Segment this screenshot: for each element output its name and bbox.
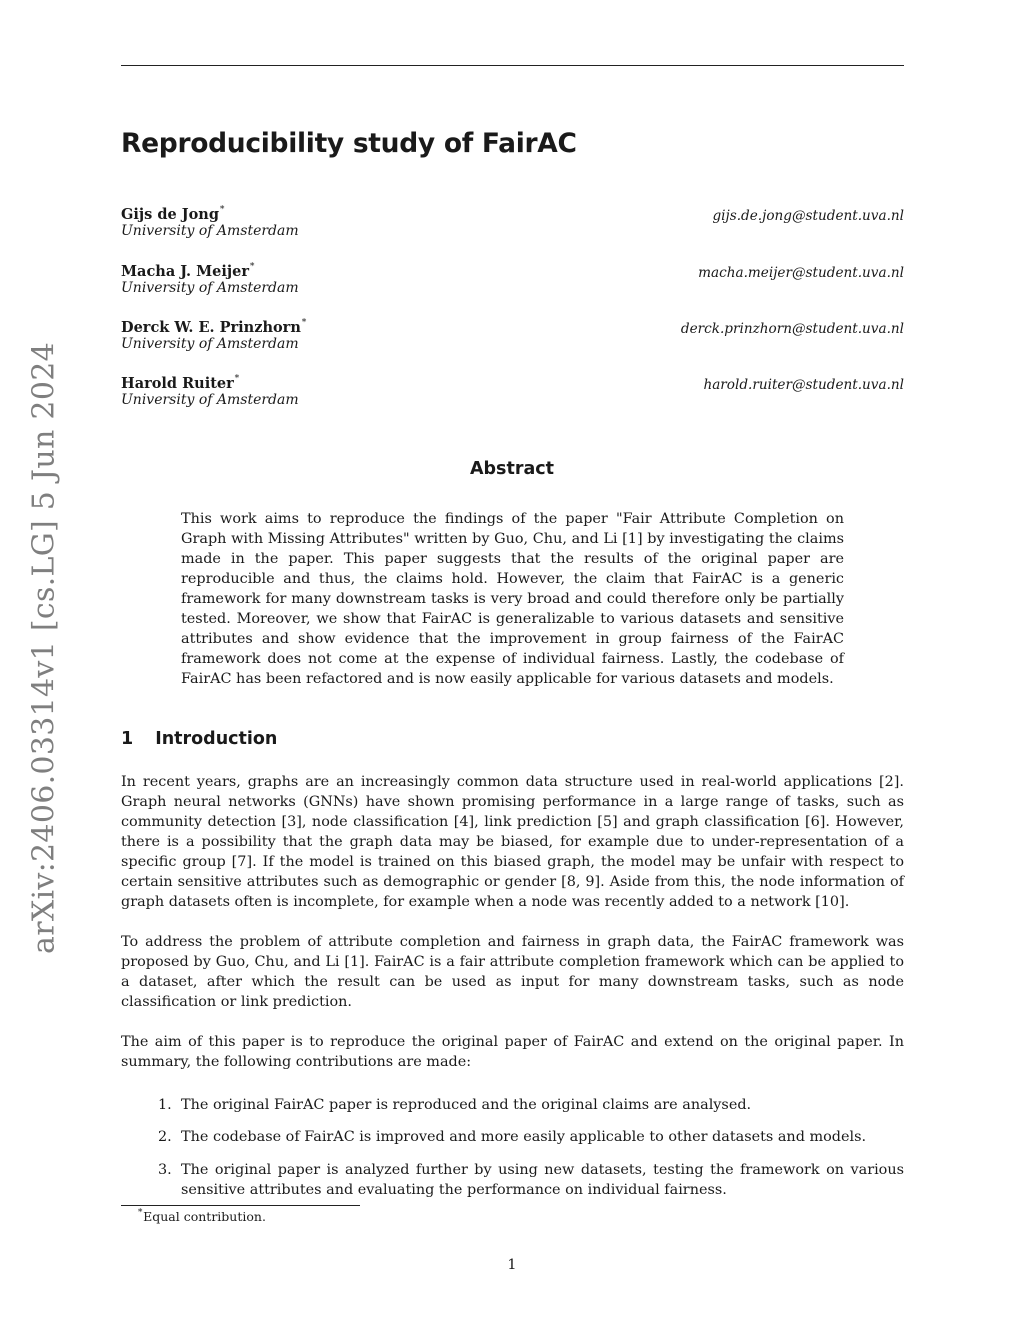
list-item-number: 2. (158, 1129, 172, 1145)
author-email[interactable]: harold.ruiter@student.uva.nl (703, 377, 904, 393)
list-item-number: 3. (158, 1162, 172, 1178)
paper-title: Reproducibility study of FairAC (121, 128, 577, 159)
list-item-number: 1. (158, 1097, 172, 1113)
footnote-mark: ∗ (137, 1206, 144, 1216)
author-name: Gijs de Jong (121, 206, 219, 223)
footnote-text: Equal contribution. (143, 1209, 266, 1224)
section-number: 1 (121, 729, 134, 749)
contribution-item: The original paper is analyzed further by using new datasets, testing the framework on various sensitive attributes and evaluating the performance on individual fairness. (181, 1162, 904, 1198)
author-name: Harold Ruiter (121, 375, 234, 392)
footnote-rule (121, 1205, 360, 1206)
author-block-2 (121, 260, 299, 296)
author-block-1 (121, 203, 299, 239)
author-affiliation: University of Amsterdam (121, 392, 299, 408)
arxiv-identifier-stamp: arXiv:2406.03314v1 [cs.LG] 5 Jun 2024 (26, 342, 62, 954)
abstract-heading: Abstract (469, 459, 555, 479)
author-name: Macha J. Meijer (121, 263, 249, 280)
page-number: 1 (507, 1257, 517, 1273)
author-block-3 (121, 316, 307, 352)
abstract-text: This work aims to reproduce the findings of the paper "Fair Attribute Completion on Graph with Missing Attributes" written by Guo, Chu, and Li [1] by investigating the claims made in the paper. This paper suggests that the results of the original paper are reproducible and thus, the claims hold. However, the claim that FairAC is a generic framework for many downstream tasks is very broad and could therefore only be partially tested. Moreover, we show that FairAC is generalizable to various datasets and sensitive attributes and show evidence that the improvement in group fairness of the FairAC framework does not come at the expense of individual fairness. Lastly, the codebase of FairAC has been refactored and is now easily applicable for various datasets and models. (181, 511, 844, 687)
author-affiliation: University of Amsterdam (121, 223, 299, 239)
equal-contribution-mark: ∗ (218, 203, 226, 213)
author-email[interactable]: macha.meijer@student.uva.nl (698, 265, 904, 281)
equal-contribution-mark: ∗ (233, 372, 240, 382)
intro-paragraph-1: In recent years, graphs are an increasingly common data structure used in real-world applications [2]. Graph neural networks (GNNs) have shown promising performance in a large range of tasks, such as community detection [3], node classification [4], link prediction [5] and graph classification [6]. However, there is a possibility that the graph data may be biased, for example due to under-representation of a specific group [7]. If the model is trained on this biased graph, the model may be unfair with respect to certain sensitive attributes such as demographic or gender [8, 9]. Aside from this, the node information of graph datasets often is incomplete, for example when a node was recently added to a network [10]. (121, 774, 904, 910)
equal-contribution-mark: ∗ (300, 316, 307, 326)
author-affiliation: University of Amsterdam (121, 280, 299, 296)
header-rule (121, 65, 904, 66)
section-title: Introduction (155, 729, 278, 749)
contribution-item: The original FairAC paper is reproduced and the original claims are analysed. (181, 1097, 752, 1113)
equal-contribution-mark: ∗ (249, 260, 256, 270)
author-name: Derck W. E. Prinzhorn (121, 319, 301, 336)
author-email[interactable]: derck.prinzhorn@student.uva.nl (680, 321, 904, 337)
section-heading (121, 729, 277, 749)
author-block-4 (121, 372, 299, 408)
intro-paragraph-2: To address the problem of attribute completion and fairness in graph data, the FairAC framework was proposed by Guo, Chu, and Li [1]. FairAC is a fair attribute completion framework which can be applied to a dataset, after which the result can be used as input for many downstream tasks, such as node classification or link prediction. (121, 934, 904, 1010)
footnote (137, 1206, 266, 1224)
author-email[interactable]: gijs.de.jong@student.uva.nl (712, 208, 904, 224)
contribution-item: The codebase of FairAC is improved and more easily applicable to other datasets and models. (181, 1129, 867, 1145)
intro-paragraph-3: The aim of this paper is to reproduce the original paper of FairAC and extend on the original paper. In summary, the following contributions are made: (121, 1034, 904, 1070)
author-affiliation: University of Amsterdam (121, 336, 299, 352)
